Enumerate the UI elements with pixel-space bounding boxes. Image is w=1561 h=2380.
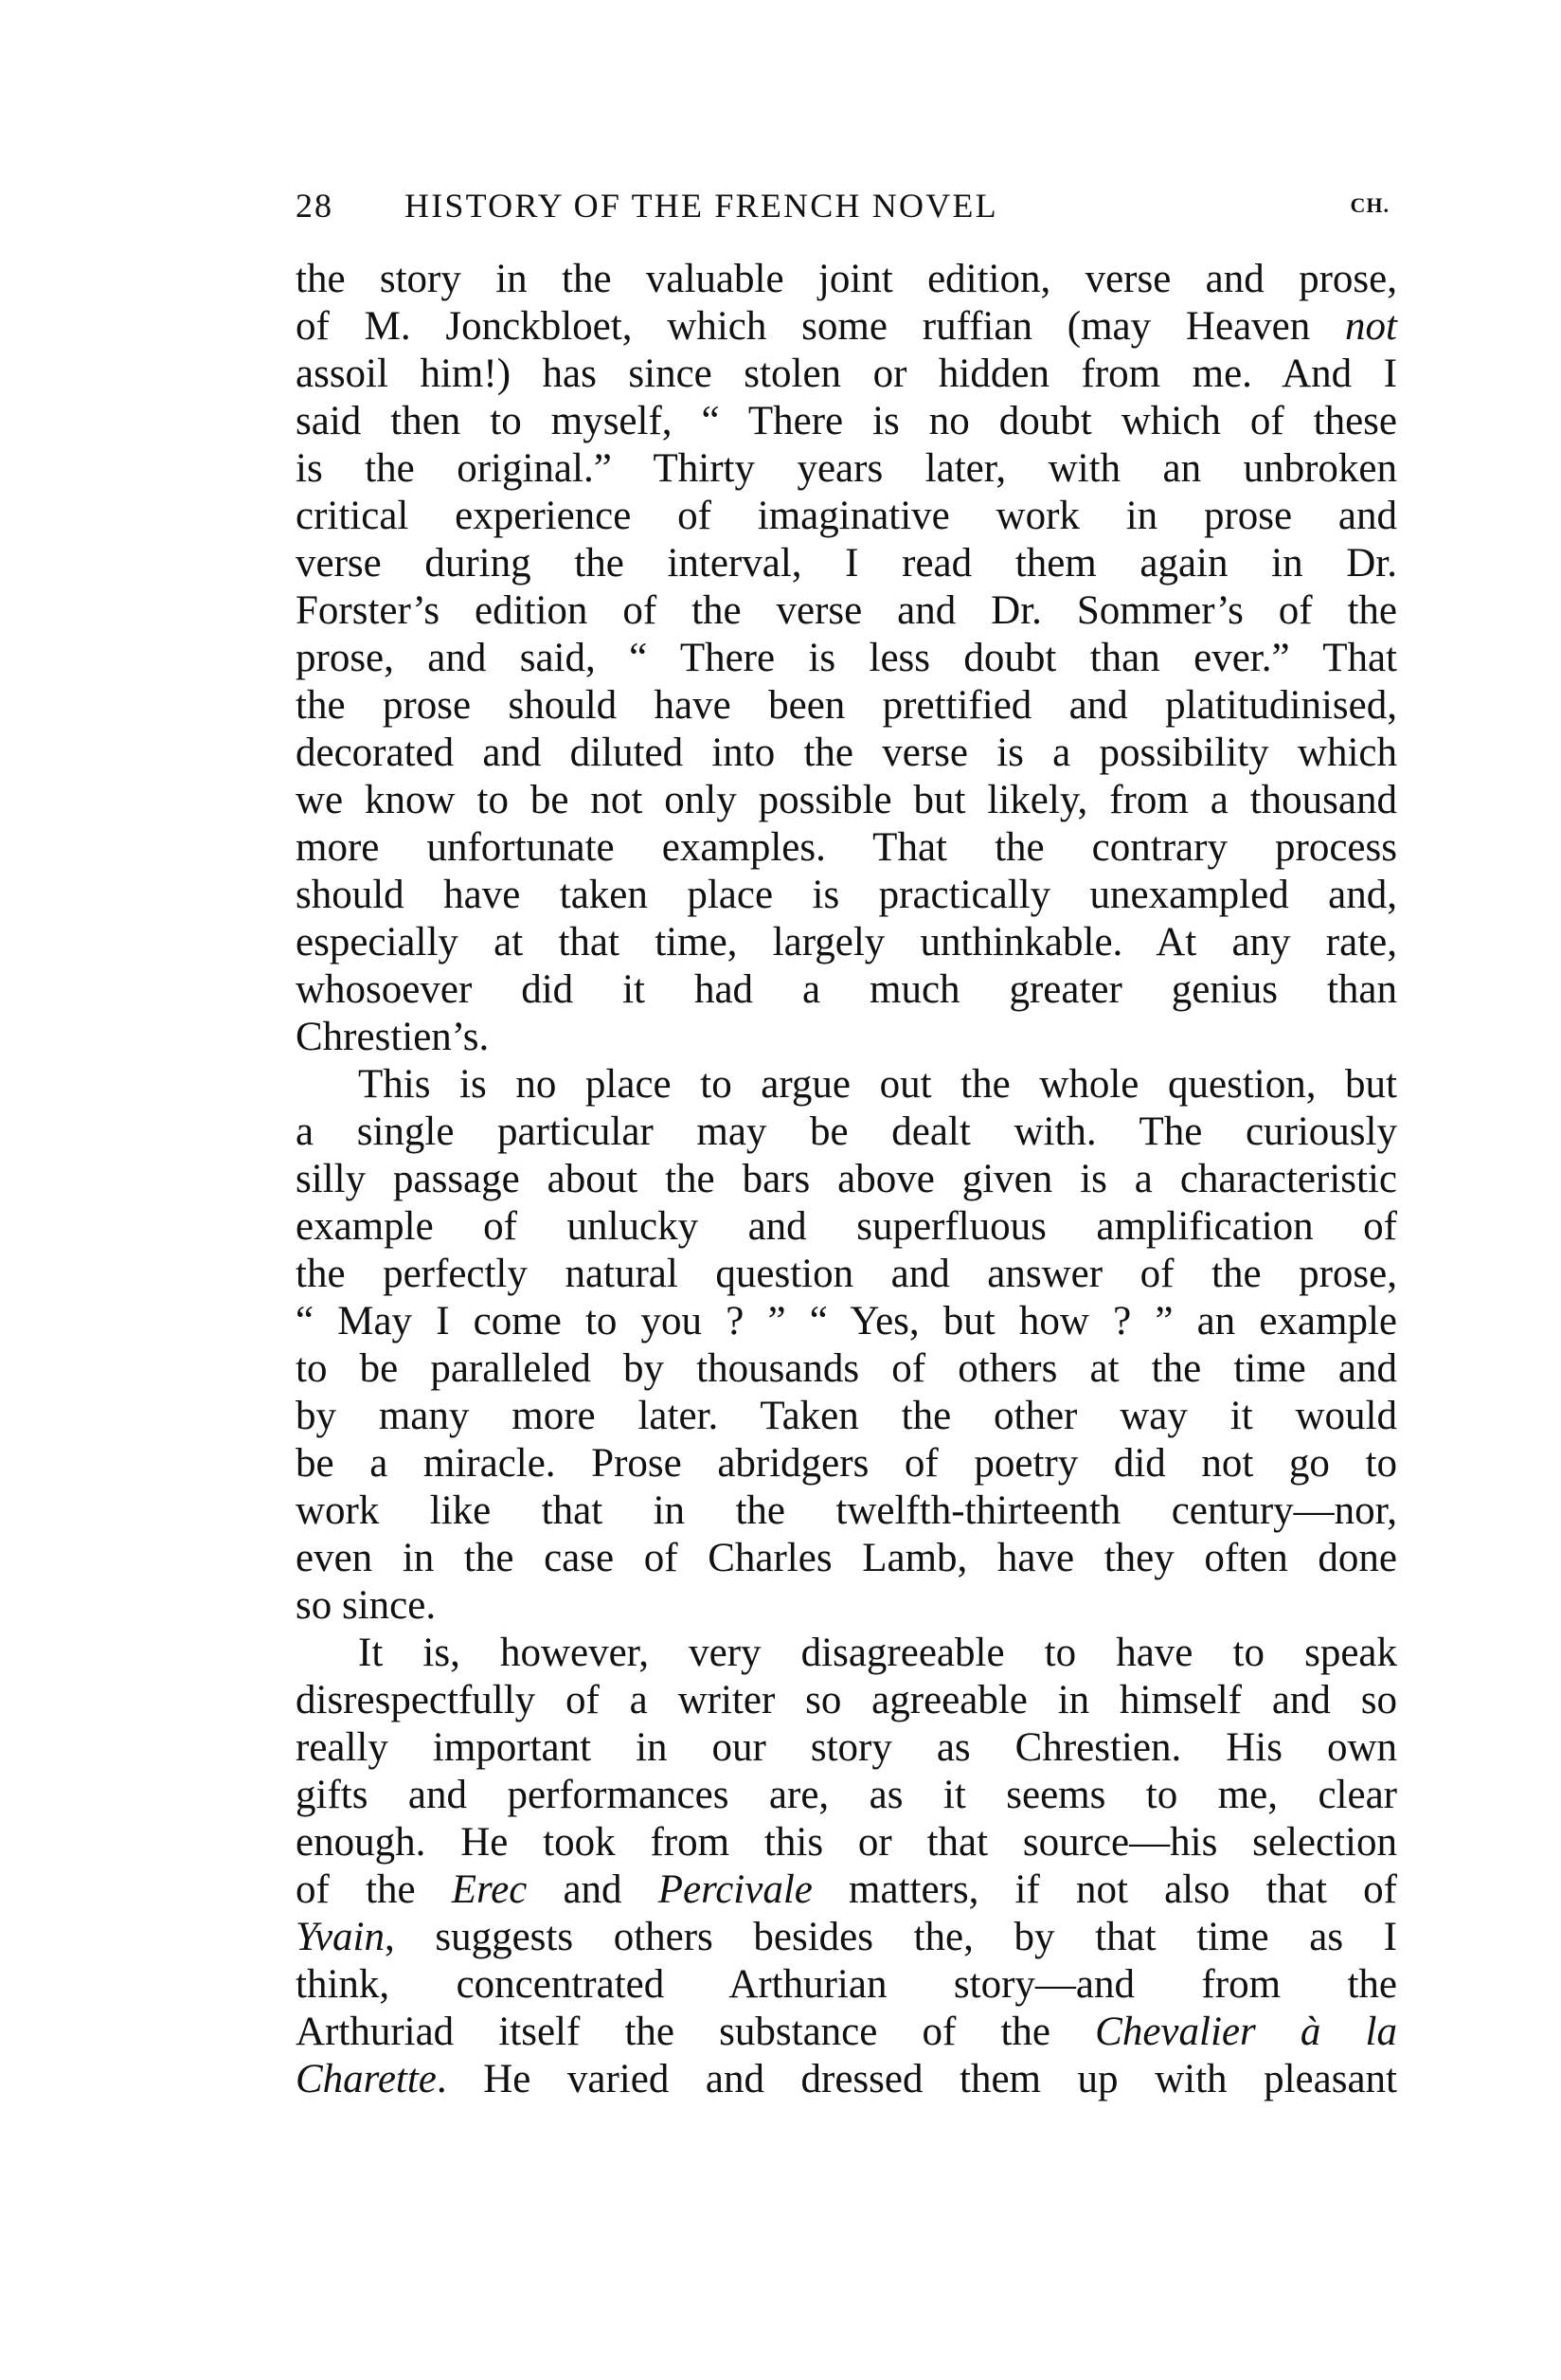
text-run: think, concentrated Arthurian story—and from the [296, 1962, 1397, 2007]
text-run: we know to be not only possible but likely, from a thousand [296, 778, 1397, 822]
text-line [296, 1535, 1397, 1582]
running-head [296, 182, 1397, 229]
text-line [296, 1109, 1397, 1156]
italic-title: Charette [296, 2057, 437, 2101]
text-line [296, 1203, 1397, 1251]
text-line [296, 872, 1397, 919]
text-run: verse during the interval, I read them again in Dr. [296, 541, 1397, 586]
text-run: gifts and performances are, as it seems to me, clear [296, 1773, 1397, 1817]
italic-title: Yvain [296, 1915, 385, 1959]
text-run: to be paralleled by thousands of others at the time and [296, 1346, 1397, 1391]
text-run: This is no place to argue out the whole question, but [358, 1062, 1397, 1107]
text-line [296, 1914, 1397, 1961]
chapter-abbreviation: CH. [1350, 193, 1390, 217]
text-line [296, 303, 1397, 351]
text-line [296, 1724, 1397, 1772]
text-line [296, 493, 1397, 540]
text-run: the perfectly natural question and answer of the prose, [296, 1252, 1397, 1296]
text-line [296, 1393, 1397, 1440]
text-line [296, 587, 1397, 635]
text-line [296, 1014, 1397, 1061]
book-title: HISTORY OF THE FRENCH NOVEL [404, 187, 998, 225]
text-run: “ May I come to you ? ” “ Yes, but how ? ” an example [296, 1299, 1397, 1343]
text-line [296, 398, 1397, 445]
text-run: prose, and said, “ There is less doubt than ever.” That [296, 636, 1397, 680]
text-run: is the original.” Thirty years later, with an unbroken [296, 446, 1397, 491]
text-line [296, 1251, 1397, 1298]
body-text [296, 256, 1397, 2103]
text-run: , suggests others besides the, by that time as I [385, 1915, 1397, 1959]
text-line [296, 682, 1397, 730]
text-line [296, 1156, 1397, 1203]
text-line [296, 1488, 1397, 1535]
text-run: should have taken place is practically unexampled and, [296, 873, 1397, 917]
text-run: by many more later. Taken the other way it would [296, 1394, 1397, 1438]
text-run: even in the case of Charles Lamb, have they often done [296, 1536, 1397, 1580]
text-line [296, 445, 1397, 493]
text-run: . He varied and dressed them up with pleasant [436, 2057, 1397, 2101]
italic-title: Percivale [657, 1867, 813, 1912]
text-line [296, 966, 1397, 1014]
text-line [296, 1630, 1397, 1677]
text-run: silly passage about the bars above given is a characteristic [296, 1157, 1397, 1201]
italic-title: Erec [451, 1867, 528, 1912]
text-run: matters, if not also that of [812, 1867, 1397, 1912]
text-run: assoil him!) has since stolen or hidden from me. And I [296, 352, 1397, 396]
text-run: Forster’s edition of the verse and Dr. Sommer’s of the [296, 588, 1397, 633]
text-run: especially at that time, largely unthinkable. At any rate, [296, 920, 1397, 965]
text-run: enough. He took from this or that source—his selection [296, 1820, 1397, 1865]
text-line [296, 1819, 1397, 1866]
page-number: 28 [296, 187, 333, 225]
text-line [296, 2056, 1397, 2103]
text-line [296, 1677, 1397, 1724]
text-line [296, 540, 1397, 587]
text-run: work like that in the twelfth-thirteenth century—nor, [296, 1488, 1397, 1533]
italic-title: Chevalier à la [1095, 2010, 1397, 2054]
text-line [296, 777, 1397, 824]
text-run: of M. Jonckbloet, which some ruffian (may Heaven [296, 304, 1346, 349]
text-run: Chrestien’s. [296, 1015, 490, 1059]
text-line [296, 256, 1397, 303]
text-line [296, 730, 1397, 777]
text-run: of the [296, 1867, 452, 1912]
text-run: It is, however, very disagreeable to have to speak [358, 1631, 1397, 1675]
text-run: a single particular may be dealt with. The curiously [296, 1109, 1397, 1154]
text-line [296, 1772, 1397, 1819]
text-run: example of unlucky and superfluous amplification of [296, 1204, 1397, 1249]
text-run: said then to myself, “ There is no doubt which of these [296, 399, 1397, 443]
text-run: whosoever did it had a much greater genius than [296, 967, 1397, 1012]
italic-title: not [1345, 304, 1397, 349]
text-line [296, 1961, 1397, 2009]
text-line [296, 824, 1397, 872]
text-line [296, 1866, 1397, 1914]
text-run: disrespectfully of a writer so agreeable in himself and so [296, 1678, 1397, 1722]
text-line [296, 1582, 1397, 1630]
text-line [296, 1061, 1397, 1109]
text-run: the prose should have been prettified and platitudinised, [296, 683, 1397, 728]
text-run: critical experience of imaginative work in prose and [296, 494, 1397, 538]
text-line [296, 1440, 1397, 1488]
text-run: and [527, 1867, 658, 1912]
text-line [296, 1298, 1397, 1345]
text-run: the story in the valuable joint edition, verse and prose, [296, 257, 1397, 301]
text-run: decorated and diluted into the verse is a possibility which [296, 730, 1397, 775]
text-run: more unfortunate examples. That the contrary process [296, 825, 1397, 870]
text-run: Arthuriad itself the substance of the [296, 2010, 1096, 2054]
text-line [296, 2009, 1397, 2056]
text-run: be a miracle. Prose abridgers of poetry did not go to [296, 1441, 1397, 1486]
text-line [296, 1345, 1397, 1393]
text-line [296, 919, 1397, 966]
text-run: so since. [296, 1583, 437, 1628]
text-line [296, 635, 1397, 682]
text-line [296, 351, 1397, 398]
text-run: really important in our story as Chrestien. His own [296, 1725, 1397, 1770]
